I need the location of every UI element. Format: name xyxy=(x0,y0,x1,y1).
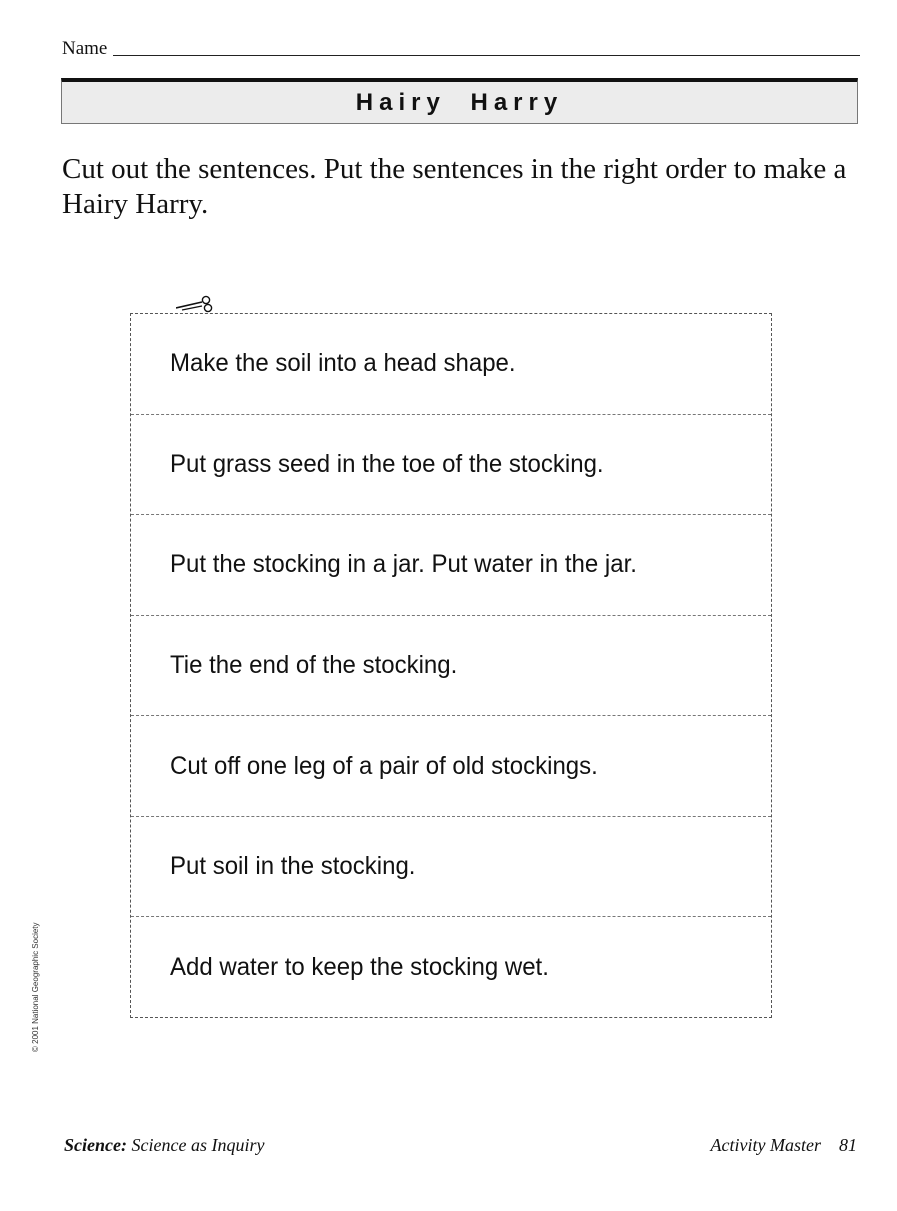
footer-subject xyxy=(64,1135,264,1156)
footer-page-info xyxy=(711,1135,857,1156)
sentence-strip[interactable] xyxy=(131,415,771,516)
sentence-strip[interactable] xyxy=(131,716,771,817)
strip-text: Put the stocking in a jar. Put water in the jar. xyxy=(170,550,637,579)
sentence-strip[interactable] xyxy=(131,515,771,616)
footer-strand: Science as Inquiry xyxy=(131,1135,265,1155)
page-number: 81 xyxy=(839,1135,857,1155)
strip-text: Add water to keep the stocking wet. xyxy=(170,952,549,981)
strip-text: Tie the end of the stocking. xyxy=(170,651,458,680)
name-row xyxy=(62,36,860,60)
sentence-strip[interactable] xyxy=(131,817,771,918)
instructions-text: Cut out the sentences. Put the sentences in the right order to make a Hairy Harry. xyxy=(62,153,847,220)
cut-out-strips xyxy=(130,313,772,1018)
title-bar xyxy=(61,78,858,124)
name-label: Name xyxy=(62,38,108,59)
strip-text: Cut off one leg of a pair of old stockings. xyxy=(170,751,598,780)
strip-text: Put grass seed in the toe of the stocking. xyxy=(170,449,604,478)
sentence-strip[interactable] xyxy=(131,917,771,1017)
footer-subject-label: Science: xyxy=(64,1135,127,1155)
strip-text: Make the soil into a head shape. xyxy=(170,349,516,378)
sentence-strip[interactable] xyxy=(131,314,771,415)
footer-activity-label: Activity Master xyxy=(710,1135,821,1155)
name-write-line[interactable] xyxy=(113,54,860,56)
copyright-notice: © 2001 National Geographic Society xyxy=(31,922,40,1052)
scissors-icon xyxy=(176,294,218,314)
worksheet-title: Hairy Harry xyxy=(355,88,564,116)
strip-text: Put soil in the stocking. xyxy=(170,852,416,881)
sentence-strip[interactable] xyxy=(131,616,771,717)
